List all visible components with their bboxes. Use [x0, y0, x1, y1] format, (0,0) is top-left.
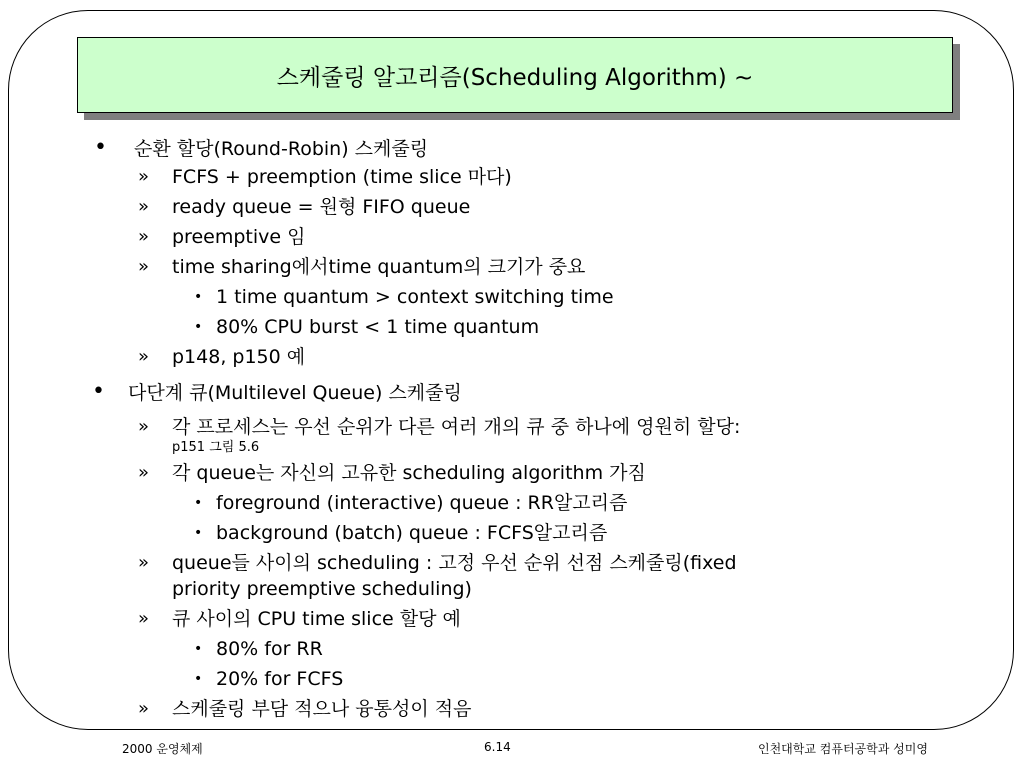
slide-title: 스케줄링 알고리즘(Scheduling Algorithm) ~ — [276, 64, 754, 91]
list-item: » ready queue = 원형 FIFO queue — [138, 196, 471, 218]
section-heading-round-robin: • 순환 할당(Round-Robin) 스케줄링 — [94, 135, 429, 160]
list-item: » 각 프로세스는 우선 순위가 다른 여러 개의 큐 중 하나에 영원히 할당: p151 그림 5.6 — [138, 416, 741, 455]
bullet-icon: • — [94, 135, 107, 160]
bullet-icon: • — [92, 379, 105, 404]
chevron-bullet-icon: » — [138, 256, 150, 277]
section-heading-multilevel-queue: • 다단계 큐(Multilevel Queue) 스케줄링 — [92, 379, 462, 404]
list-item: • 1 time quantum > context switching time — [194, 286, 614, 308]
list-item: • foreground (interactive) queue : RR알고리즘 — [194, 492, 628, 514]
chevron-bullet-icon: » — [138, 462, 150, 483]
dot-bullet-icon: • — [194, 289, 203, 305]
chevron-bullet-icon: » — [138, 226, 150, 247]
slide-title-box — [77, 37, 953, 113]
list-item: » 큐 사이의 CPU time slice 할당 예 — [138, 608, 461, 630]
footer-right: 인천대학교 컴퓨터공학과 성미영 — [758, 742, 928, 756]
chevron-bullet-icon: » — [138, 346, 150, 367]
list-item: » queue들 사이의 scheduling : 고정 우선 순위 선점 스케줄링(fixed priority preemptive scheduling) — [138, 552, 737, 600]
footer-left: 2000 운영체제 — [122, 742, 203, 756]
list-item: » p148, p150 예 — [138, 346, 306, 368]
list-item: » time sharing에서time quantum의 크기가 중요 — [138, 256, 586, 278]
chevron-bullet-icon: » — [138, 552, 150, 573]
dot-bullet-icon: • — [194, 525, 203, 541]
list-item: » preemptive 임 — [138, 226, 306, 248]
list-item: • background (batch) queue : FCFS알고리즘 — [194, 522, 608, 544]
footer-page-number: 6.14 — [484, 740, 511, 754]
list-item: • 80% CPU burst < 1 time quantum — [194, 316, 540, 338]
list-item: » FCFS + preemption (time slice 마다) — [138, 166, 512, 188]
list-item: • 20% for FCFS — [194, 668, 344, 690]
list-item: » 스케줄링 부담 적으나 융통성이 적음 — [138, 698, 472, 720]
chevron-bullet-icon: » — [138, 698, 150, 719]
chevron-bullet-icon: » — [138, 608, 150, 629]
chevron-bullet-icon: » — [138, 166, 150, 187]
list-item: • 80% for RR — [194, 638, 323, 660]
list-item: » 각 queue는 자신의 고유한 scheduling algorithm 가짐 — [138, 462, 646, 484]
chevron-bullet-icon: » — [138, 416, 150, 437]
chevron-bullet-icon: » — [138, 196, 150, 217]
dot-bullet-icon: • — [194, 671, 203, 687]
dot-bullet-icon: • — [194, 641, 203, 657]
dot-bullet-icon: • — [194, 495, 203, 511]
dot-bullet-icon: • — [194, 319, 203, 335]
